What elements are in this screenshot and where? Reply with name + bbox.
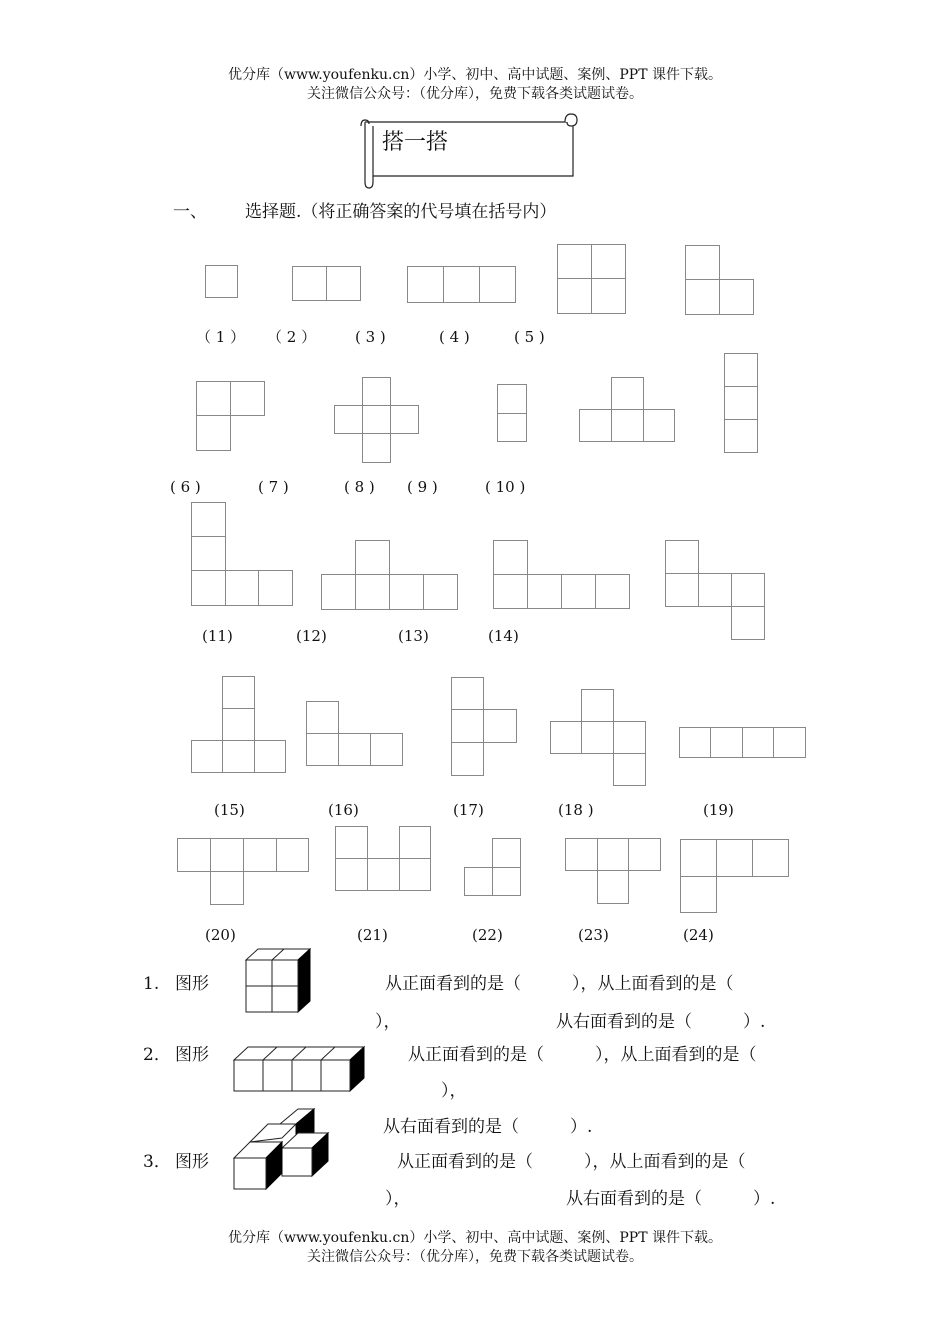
question-3-line-b2: 从右面看到的是（ ）.	[566, 1189, 776, 1209]
cube-figure-3	[232, 1108, 332, 1192]
net-figure-19	[679, 727, 807, 759]
figure-label: (24)	[683, 926, 714, 944]
net-figure-17	[451, 677, 518, 777]
question-3-number: 3．	[143, 1152, 171, 1172]
figure-label: (15)	[214, 801, 245, 819]
figure-label: (18 )	[558, 801, 594, 819]
net-figure-24	[680, 839, 791, 915]
question-1-figure-word: 图形	[175, 974, 209, 994]
question-2-line-b2: 从右面看到的是（ ）.	[383, 1117, 593, 1137]
figure-label: ( 5 )	[514, 328, 545, 346]
question-3-line-a: 从正面看到的是（ ），从上面看到的是（	[397, 1152, 746, 1172]
figure-label: (22)	[472, 926, 503, 944]
net-figure-5	[685, 245, 755, 316]
figure-label: (23)	[578, 926, 609, 944]
net-figure-9	[579, 377, 676, 443]
figure-label: （ 1 ）	[196, 328, 246, 346]
net-figure-11	[191, 502, 294, 607]
net-figure-4	[557, 244, 627, 315]
page-title: 搭一搭	[382, 130, 449, 155]
net-figure-15	[191, 676, 287, 774]
net-figure-2	[292, 266, 362, 302]
net-figure-8	[497, 384, 528, 443]
figure-label: (20)	[205, 926, 236, 944]
question-1-number: 1.	[143, 974, 160, 994]
figure-label: ( 6 )	[170, 478, 201, 496]
net-figure-16	[306, 701, 404, 767]
net-figure-12	[321, 540, 459, 611]
question-2-number: 2．	[143, 1045, 171, 1065]
net-figure-21	[335, 826, 432, 892]
net-figure-10	[724, 353, 759, 454]
question-2-line-b1: ），	[441, 1081, 467, 1101]
header-line-2: 关注微信公众号：（优分库），免费下载各类试题试卷。	[307, 86, 643, 102]
figure-label: ( 4 )	[439, 328, 470, 346]
question-3-line-b1: ），	[385, 1189, 411, 1209]
net-figure-7	[334, 377, 420, 464]
figure-label: ( 8 )	[344, 478, 375, 496]
net-figure-1	[205, 265, 239, 299]
figure-label: (21)	[357, 926, 388, 944]
question-1-line-a: 从正面看到的是（ ），从上面看到的是（	[385, 974, 734, 994]
question-1-line-b1: ），	[375, 1012, 401, 1032]
net-figure-18	[550, 689, 647, 787]
net-figure-3	[407, 266, 518, 304]
net-figure-14	[665, 540, 766, 641]
section-heading: 选择题.（将正确答案的代号填在括号内）	[245, 202, 557, 222]
net-figure-23	[565, 838, 662, 905]
footer-line-2: 关注微信公众号：（优分库），免费下载各类试题试卷。	[307, 1249, 643, 1265]
figure-label: ( 9 )	[407, 478, 438, 496]
cube-figure-1	[244, 948, 314, 1016]
net-figure-22	[464, 838, 523, 898]
figure-label: ( 10 )	[485, 478, 526, 496]
header-line-1: 优分库（www.youfenku.cn）小学、初中、高中试题、案例、PPT 课件下载。	[227, 67, 722, 83]
figure-label: (11)	[202, 627, 233, 645]
footer-line-1: 优分库（www.youfenku.cn）小学、初中、高中试题、案例、PPT 课件下载。	[227, 1230, 722, 1246]
section-number: 一、	[173, 202, 207, 222]
question-2-figure-word: 图形	[175, 1045, 209, 1065]
net-figure-6	[196, 381, 266, 452]
figure-label: （ 2 ）	[267, 328, 317, 346]
figure-label: (16)	[328, 801, 359, 819]
figure-label: (12)	[296, 627, 327, 645]
figure-label: (19)	[703, 801, 734, 819]
figure-label: (17)	[453, 801, 484, 819]
question-3-figure-word: 图形	[175, 1152, 209, 1172]
net-figure-13	[493, 540, 632, 610]
net-figure-20	[177, 838, 310, 906]
figure-label: (13)	[398, 627, 429, 645]
question-2-line-a: 从正面看到的是（ ），从上面看到的是（	[408, 1045, 757, 1065]
figure-label: (14)	[488, 627, 519, 645]
cube-figure-2	[232, 1044, 367, 1094]
figure-label: ( 3 )	[355, 328, 386, 346]
question-1-line-b2: 从右面看到的是（ ）.	[556, 1012, 766, 1032]
figure-label: ( 7 )	[258, 478, 289, 496]
